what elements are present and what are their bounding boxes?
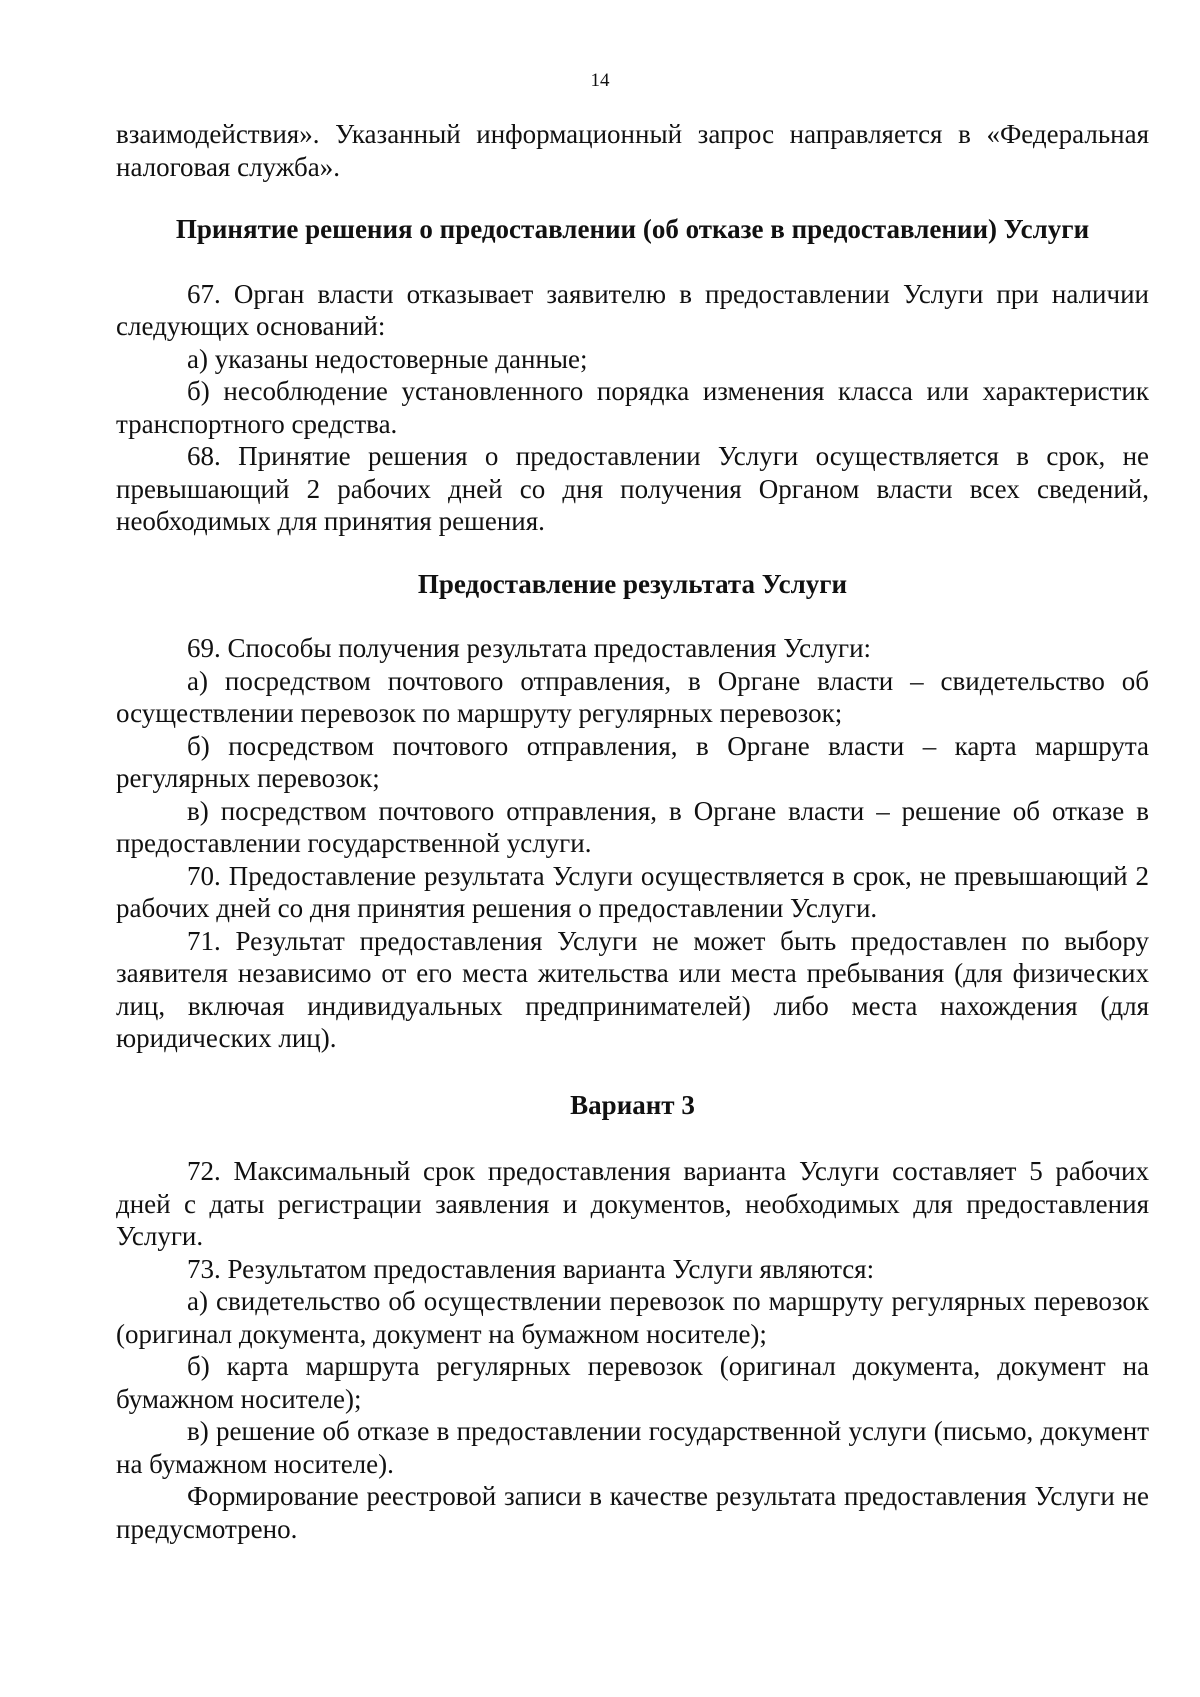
intro-paragraph: взаимодействия». Указанный информационный запрос направляется в «Федеральная налоговая служба».: [116, 119, 1149, 182]
paragraph-71: 71. Результат предоставления Услуги не может быть предоставлен по выбору заявителя независимо от его места жительства или места пребывания (для физических лиц, включая индивидуальных предпринимателей) либо места нахождения (для юридических лиц).: [116, 925, 1149, 1053]
list-item-67a: а) указаны недостоверные данные;: [187, 343, 588, 374]
list-item-73c: в) решение об отказе в предоставлении государственной услуги (письмо, документ на бумажном носителе).: [116, 1416, 1149, 1479]
section-heading-result: Предоставление результата Услуги: [417, 568, 848, 599]
section-heading-variant-3: Вариант 3: [570, 1089, 695, 1120]
closing-paragraph: Формирование реестровой записи в качестве результата предоставления Услуги не предусмотрено.: [116, 1481, 1149, 1544]
list-item-67b: б) несоблюдение установленного порядка изменения класса или характеристик транспортного средства.: [116, 376, 1149, 439]
paragraph-69: 69. Способы получения результата предоставления Услуги:: [187, 633, 872, 663]
list-item-69b: б) посредством почтового отправления, в Органе власти – карта маршрута регулярных перевозок;: [116, 730, 1149, 793]
paragraph-68: 68. Принятие решения о предоставлении Услуги осуществляется в срок, не превышающий 2 рабочих дней со дня получения Органом власти всех сведений, необходимых для принятия решения.: [116, 441, 1149, 536]
document-body: [116, 118, 1149, 1545]
page-number: 14: [590, 70, 610, 91]
paragraph-70: 70. Предоставление результата Услуги осуществляется в срок, не превышающий 2 рабочих дней со дня принятия решения о предоставлении Услуги.: [116, 860, 1149, 923]
list-item-73a: а) свидетельство об осуществлении перевозок по маршруту регулярных перевозок (оригинал документа, документ на бумажном носителе);: [116, 1286, 1149, 1349]
section-heading-decision: Принятие решения о предоставлении (об отказе в предоставлении) Услуги: [175, 214, 1090, 244]
list-item-69c: в) посредством почтового отправления, в Органе власти – решение об отказе в предоставлении государственной услуги.: [116, 795, 1149, 858]
list-item-73b: б) карта маршрута регулярных перевозок (оригинал документа, документ на бумажном носителе);: [116, 1351, 1149, 1414]
paragraph-73: 73. Результатом предоставления варианта Услуги являются:: [187, 1253, 875, 1284]
paragraph-67: 67. Орган власти отказывает заявителю в предоставлении Услуги при наличии следующих оснований:: [116, 278, 1149, 341]
list-item-69a: а) посредством почтового отправления, в Органе власти – свидетельство об осуществлении перевозок по маршруту регулярных перевозок;: [116, 665, 1149, 728]
paragraph-72: 72. Максимальный срок предоставления варианта Услуги составляет 5 рабочих дней с даты регистрации заявления и документов, необходимых для предоставления Услуги.: [116, 1156, 1149, 1251]
